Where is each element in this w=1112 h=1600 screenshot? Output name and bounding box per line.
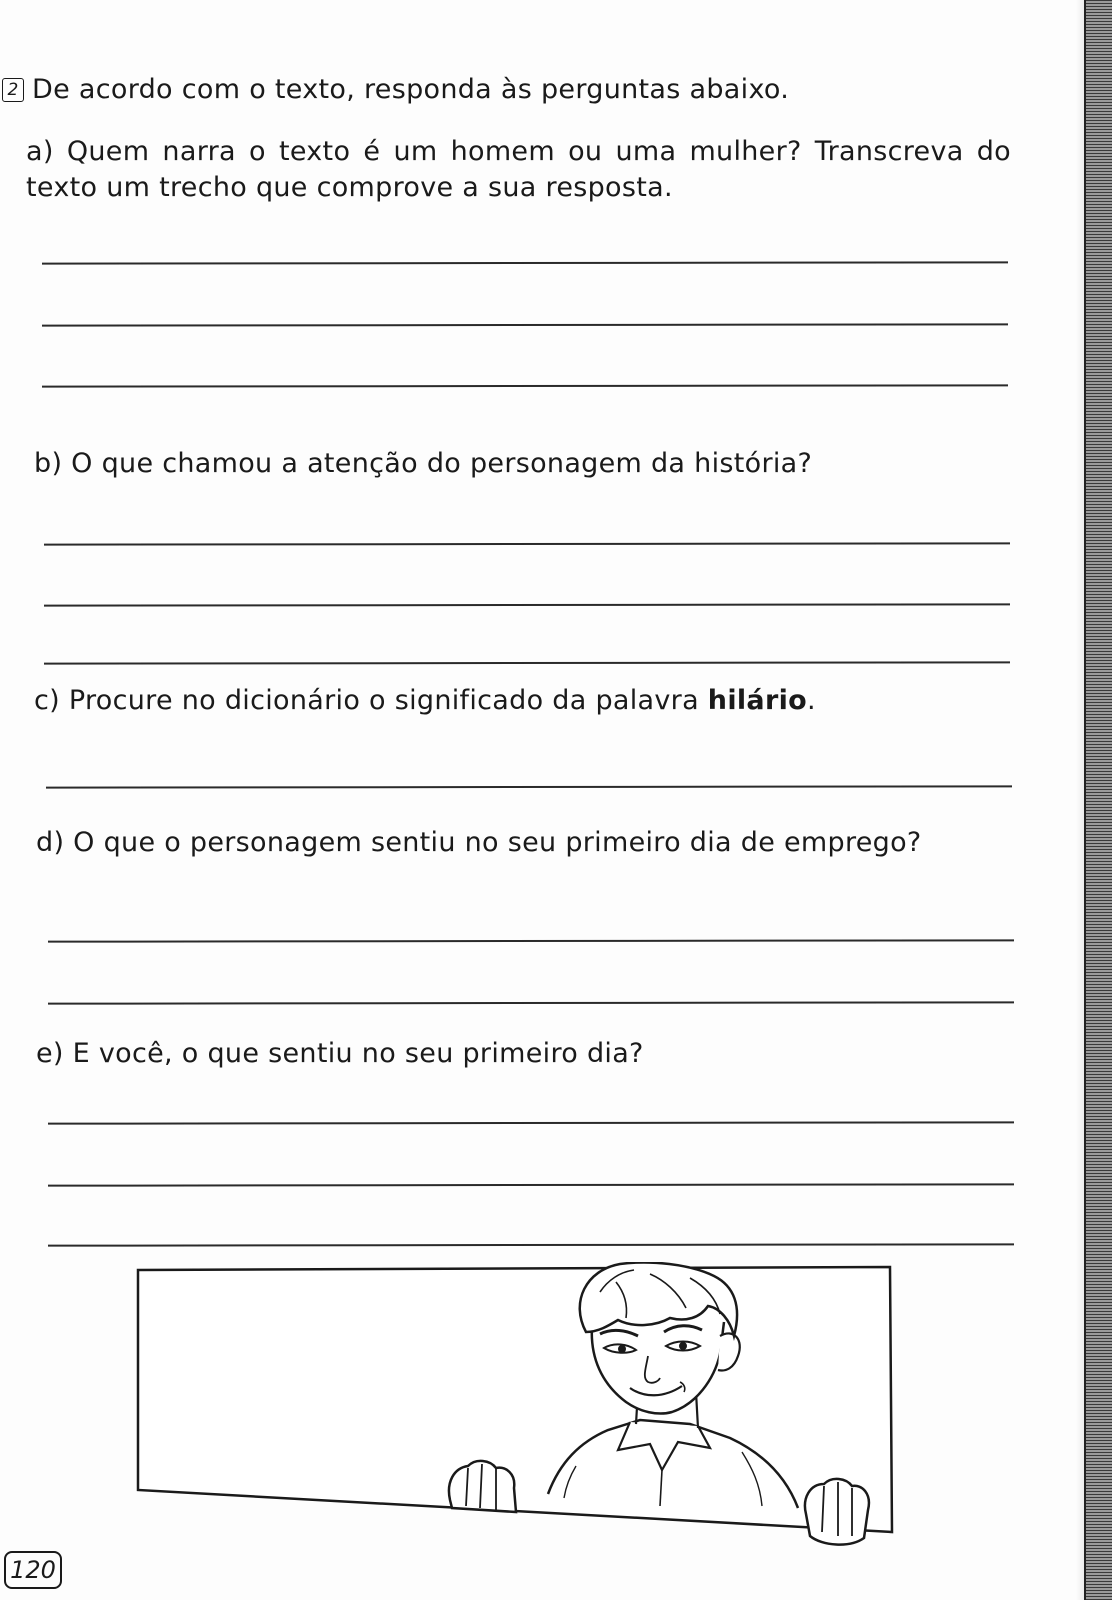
answer-line[interactable] bbox=[48, 1001, 1014, 1004]
question-c-punctuation: . bbox=[806, 685, 816, 716]
exercise-header bbox=[2, 74, 789, 105]
exercise-instruction: De acordo com o texto, responda às perguntas abaixo. bbox=[32, 74, 790, 105]
answer-line[interactable] bbox=[44, 603, 1010, 606]
answer-line[interactable] bbox=[44, 542, 1010, 545]
illustration-frame bbox=[130, 1262, 900, 1552]
question-c-text: c) Procure no dicionário o significado da palavra bbox=[34, 685, 708, 716]
question-b: b) O que chamou a atenção do personagem da história? bbox=[34, 448, 813, 479]
answer-line[interactable] bbox=[42, 323, 1008, 326]
answer-line[interactable] bbox=[48, 1121, 1014, 1124]
question-c-keyword: hilário bbox=[707, 685, 807, 716]
answer-line[interactable] bbox=[48, 939, 1014, 942]
book-binding-edge bbox=[1084, 0, 1112, 1600]
answer-line[interactable] bbox=[48, 1243, 1014, 1246]
answer-line[interactable] bbox=[48, 1183, 1014, 1186]
question-e: e) E você, o que sentiu no seu primeiro dia? bbox=[36, 1038, 644, 1069]
answer-line[interactable] bbox=[44, 661, 1010, 664]
page-number: 120 bbox=[4, 1551, 62, 1589]
man-peeking-illustration bbox=[130, 1262, 900, 1552]
answer-line[interactable] bbox=[42, 261, 1008, 264]
exercise-number-badge: 2 bbox=[2, 78, 24, 102]
question-d: d) O que o personagem sentiu no seu primeiro dia de emprego? bbox=[36, 827, 922, 858]
answer-line[interactable] bbox=[42, 384, 1008, 387]
question-a: a) Quem narra o texto é um homem ou uma mulher? Transcreva do texto um trecho que comprove a sua resposta. bbox=[26, 136, 1011, 203]
answer-line[interactable] bbox=[46, 785, 1012, 788]
question-c bbox=[34, 683, 1014, 719]
